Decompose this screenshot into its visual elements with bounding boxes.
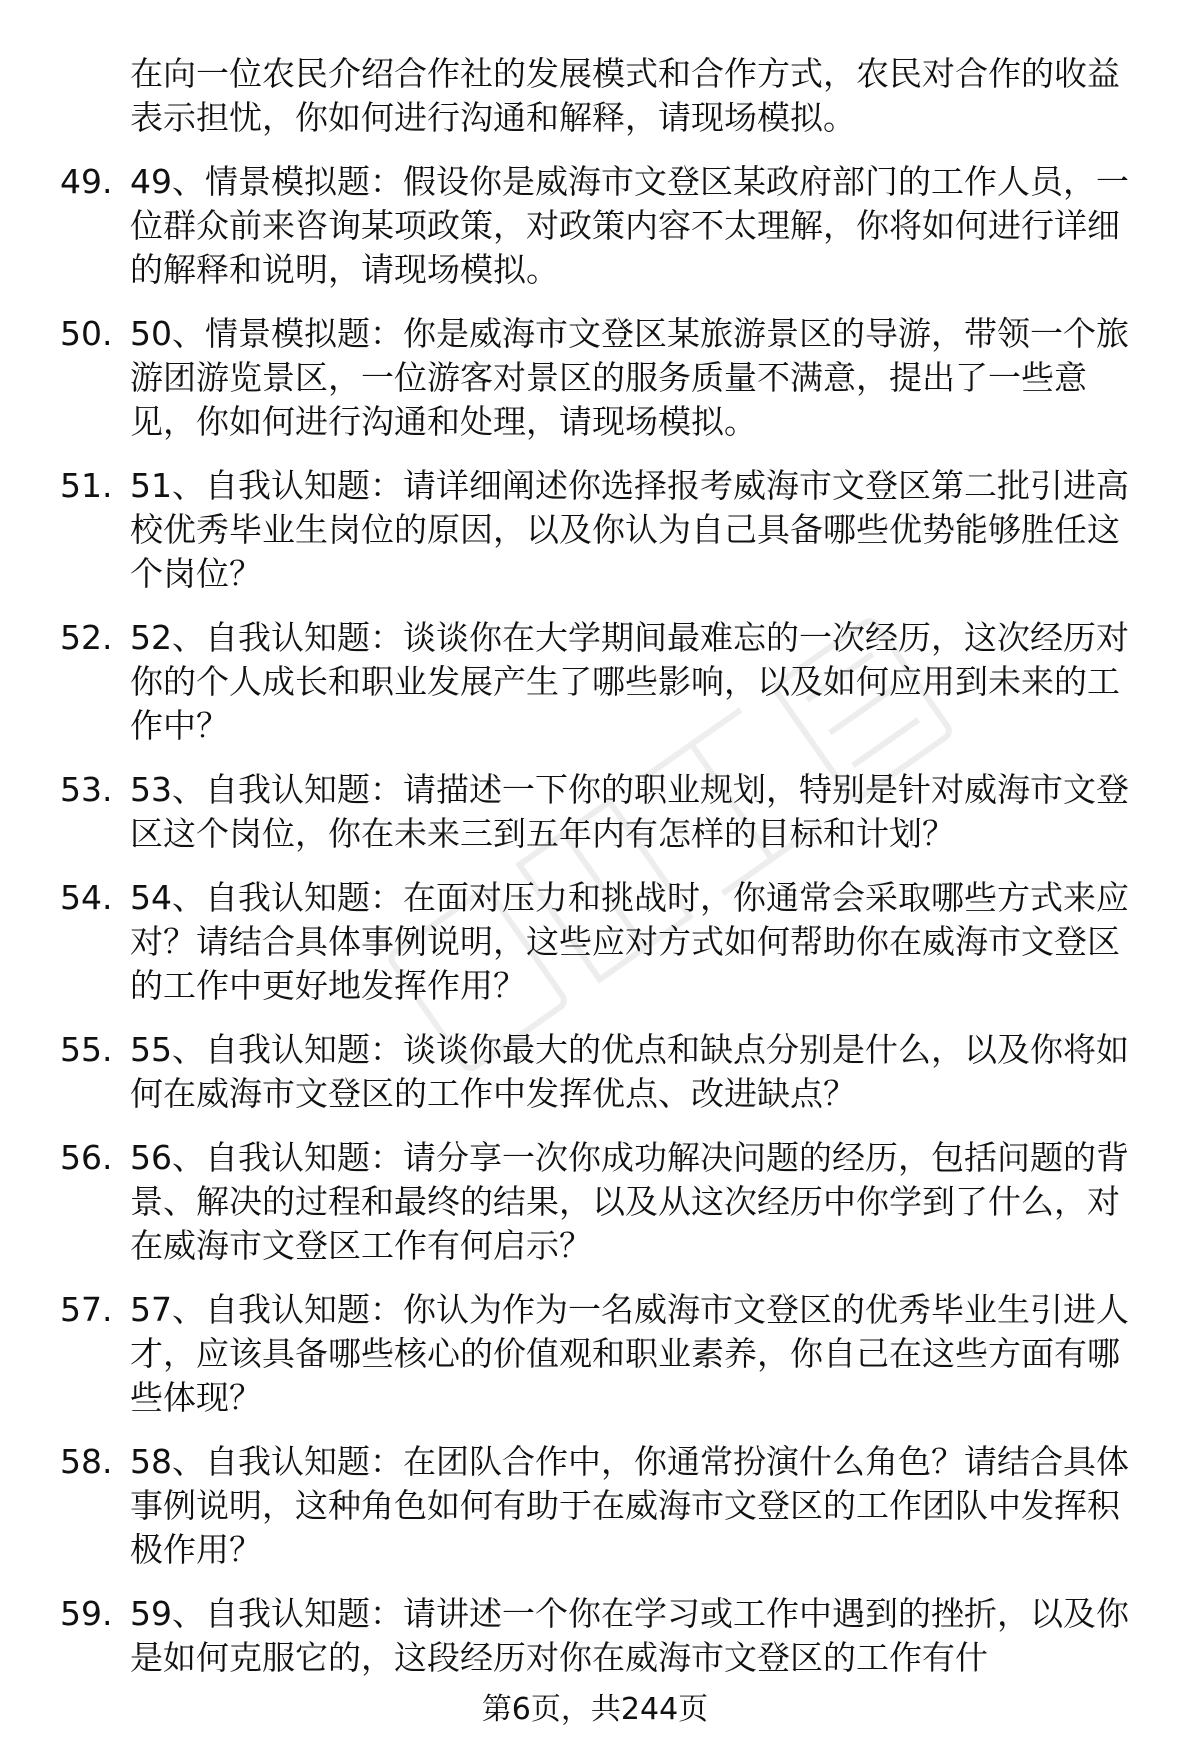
list-item	[60, 1028, 1160, 1116]
list-item	[60, 876, 1160, 1008]
item-number: 57.	[60, 1290, 113, 1329]
list-item	[60, 768, 1160, 856]
continued-question-text: 在向一位农民介绍合作社的发展模式和合作方式，农民对合作的收益表示担忧，你如何进行沟通和解释，请现场模拟。	[130, 54, 1120, 137]
item-text: 56、自我认知题：请分享一次你成功解决问题的经历，包括问题的背景、解决的过程和最终的结果，以及从这次经历中你学到了什么，对在威海市文登区工作有何启示？	[130, 1138, 1129, 1265]
item-text: 59、自我认知题：请讲述一个你在学习或工作中遇到的挫折，以及你是如何克服它的，这段经历对你在威海市文登区的工作有什	[130, 1594, 1129, 1677]
item-text: 55、自我认知题：谈谈你最大的优点和缺点分别是什么，以及你将如何在威海市文登区的工作中发挥优点、改进缺点？	[130, 1030, 1129, 1113]
item-text: 52、自我认知题：谈谈你在大学期间最难忘的一次经历，这次经历对你的个人成长和职业发展产生了哪些影响，以及如何应用到未来的工作中？	[130, 618, 1129, 745]
item-number: 54.	[60, 878, 113, 917]
item-number: 49.	[60, 162, 113, 201]
item-text: 58、自我认知题：在团队合作中，你通常扮演什么角色？请结合具体事例说明，这种角色如何有助于在威海市文登区的工作团队中发挥积极作用？	[130, 1442, 1129, 1569]
item-number: 52.	[60, 618, 113, 657]
item-text: 51、自我认知题：请详细阐述你选择报考威海市文登区第二批引进高校优秀毕业生岗位的原因，以及你认为自己具备哪些优势能够胜任这个岗位？	[130, 466, 1129, 593]
list-item	[60, 1288, 1160, 1420]
item-text: 50、情景模拟题：你是威海市文登区某旅游景区的导游，带领一个旅游团游览景区，一位游客对景区的服务质量不满意，提出了一些意见，你如何进行沟通和处理，请现场模拟。	[130, 314, 1129, 441]
list-item	[60, 1592, 1160, 1680]
item-number: 59.	[60, 1594, 113, 1633]
page-number-footer: 第6页，共244页	[481, 1692, 709, 1727]
item-number: 55.	[60, 1030, 113, 1069]
item-number: 50.	[60, 314, 113, 353]
item-text: 49、情景模拟题：假设你是威海市文登区某政府部门的工作人员，一位群众前来咨询某项政策，对政策内容不太理解，你将如何进行详细的解释和说明，请现场模拟。	[130, 162, 1129, 289]
list-item	[60, 312, 1160, 444]
question-list	[60, 52, 1160, 1700]
list-item	[60, 616, 1160, 748]
list-item	[60, 1136, 1160, 1268]
list-item	[60, 464, 1160, 596]
item-number: 58.	[60, 1442, 113, 1481]
item-text: 54、自我认知题：在面对压力和挑战时，你通常会采取哪些方式来应对？请结合具体事例说明，这些应对方式如何帮助你在威海市文登区的工作中更好地发挥作用？	[130, 878, 1129, 1005]
item-number: 56.	[60, 1138, 113, 1177]
item-text: 53、自我认知题：请描述一下你的职业规划，特别是针对威海市文登区这个岗位，你在未来三到五年内有怎样的目标和计划？	[130, 770, 1129, 853]
item-text: 57、自我认知题：你认为作为一名威海市文登区的优秀毕业生引进人才，应该具备哪些核心的价值观和职业素养，你自己在这些方面有哪些体现？	[130, 1290, 1129, 1417]
item-number: 53.	[60, 770, 113, 809]
list-item	[60, 1440, 1160, 1572]
item-number: 51.	[60, 466, 113, 505]
list-item	[60, 160, 1160, 292]
